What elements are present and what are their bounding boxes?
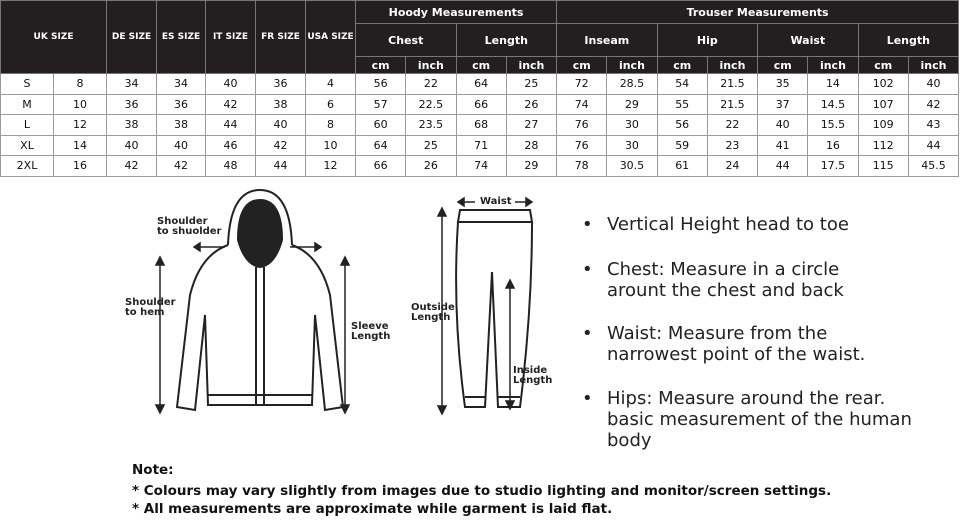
bullet-chest: • Chest: Measure in a circle arount the chest and back: [582, 259, 882, 301]
table-cell: 29: [607, 94, 657, 115]
table-cell: 17.5: [808, 156, 858, 177]
table-cell: 44: [206, 115, 256, 136]
table-cell: 68: [456, 115, 506, 136]
note-line-measurements: * All measurements are approximate while garment is laid flat.: [132, 501, 613, 517]
table-cell: 30.5: [607, 156, 657, 177]
table-cell: 57: [356, 94, 406, 115]
table-cell: 36: [157, 94, 206, 115]
table-cell: 14: [54, 135, 107, 156]
table-cell: 4: [306, 74, 356, 95]
bullet-waist: • Waist: Measure from the narrowest point of the waist.: [582, 323, 892, 365]
table-cell: 59: [657, 135, 707, 156]
table-cell: 60: [356, 115, 406, 136]
table-cell: 14.5: [808, 94, 858, 115]
table-cell: 107: [858, 94, 908, 115]
table-row: [1, 135, 959, 156]
table-cell: 42: [157, 156, 206, 177]
table-cell: 16: [54, 156, 107, 177]
header-unit-cm: cm: [557, 57, 607, 74]
header-group: Hip: [657, 24, 758, 57]
table-cell: 34: [107, 74, 157, 95]
label-outside-length: Outside Length: [411, 302, 455, 323]
header-unit-cm: cm: [758, 57, 808, 74]
table-cell: 40: [206, 74, 256, 95]
label-shoulder-to-hem: Shoulder to hem: [125, 297, 176, 318]
table-cell: 23.5: [406, 115, 456, 136]
header-hoody: Hoody Measurements: [356, 1, 557, 24]
table-cell: 42: [256, 135, 306, 156]
table-cell: 22.5: [406, 94, 456, 115]
table-cell: 12: [306, 156, 356, 177]
table-cell: 112: [858, 135, 908, 156]
table-cell: 64: [456, 74, 506, 95]
table-cell: 40: [908, 74, 958, 95]
table-cell: 40: [157, 135, 206, 156]
table-cell: 10: [54, 94, 107, 115]
table-cell: 41: [758, 135, 808, 156]
table-cell: 8: [306, 115, 356, 136]
table-cell: 44: [256, 156, 306, 177]
note-line-colours: * Colours may vary slightly from images due to studio lighting and monitor/screen settings.: [132, 483, 832, 499]
table-cell: 21.5: [707, 74, 757, 95]
table-cell: 44: [908, 135, 958, 156]
header-unit-cm: cm: [456, 57, 506, 74]
table-cell: 28.5: [607, 74, 657, 95]
table-cell: 38: [157, 115, 206, 136]
table-cell: 64: [356, 135, 406, 156]
label-shoulder-to-shoulder: Shoulder to shuolder: [157, 216, 222, 237]
table-cell: 66: [356, 156, 406, 177]
header-group: Waist: [758, 24, 859, 57]
table-cell: 27: [506, 115, 556, 136]
table-cell: 36: [256, 74, 306, 95]
header-group: Chest: [356, 24, 457, 57]
table-cell: 16: [808, 135, 858, 156]
table-cell: 35: [758, 74, 808, 95]
header-uk-size: UK SIZE: [1, 1, 107, 74]
table-cell: 66: [456, 94, 506, 115]
table-cell: 71: [456, 135, 506, 156]
table-cell: 26: [506, 94, 556, 115]
table-cell: 28: [506, 135, 556, 156]
table-cell: 30: [607, 135, 657, 156]
header-unit-inch: inch: [908, 57, 958, 74]
table-cell: 76: [557, 135, 607, 156]
table-cell: 22: [707, 115, 757, 136]
table-cell: 38: [107, 115, 157, 136]
table-cell: 10: [306, 135, 356, 156]
table-cell: 25: [406, 135, 456, 156]
table-cell: M: [1, 94, 54, 115]
table-cell: 40: [256, 115, 306, 136]
bullet-height: • Vertical Height head to toe: [582, 214, 952, 235]
table-cell: 26: [406, 156, 456, 177]
table-cell: XL: [1, 135, 54, 156]
header-fr-size: FR SIZE: [256, 1, 306, 74]
table-cell: 74: [557, 94, 607, 115]
table-row: [1, 115, 959, 136]
label-sleeve-length: Sleeve Length: [351, 321, 391, 342]
table-cell: 56: [356, 74, 406, 95]
size-chart-table: [0, 0, 959, 177]
header-unit-inch: inch: [707, 57, 757, 74]
table-row: [1, 94, 959, 115]
header-unit-cm: cm: [356, 57, 406, 74]
header-usa-size: USA SIZE: [306, 1, 356, 74]
header-de-size: DE SIZE: [107, 1, 157, 74]
label-waist: Waist: [480, 196, 512, 207]
table-cell: S: [1, 74, 54, 95]
table-cell: 37: [758, 94, 808, 115]
table-cell: 12: [54, 115, 107, 136]
header-group: Length: [456, 24, 557, 57]
table-cell: 6: [306, 94, 356, 115]
table-cell: 25: [506, 74, 556, 95]
header-group: Length: [858, 24, 959, 57]
table-cell: 56: [657, 115, 707, 136]
table-cell: 40: [758, 115, 808, 136]
label-inside-length: Inside Length: [513, 365, 553, 386]
table-cell: 15.5: [808, 115, 858, 136]
header-unit-inch: inch: [607, 57, 657, 74]
table-cell: 78: [557, 156, 607, 177]
table-cell: 42: [107, 156, 157, 177]
table-cell: 38: [256, 94, 306, 115]
table-row: [1, 156, 959, 177]
header-unit-cm: cm: [657, 57, 707, 74]
table-cell: 102: [858, 74, 908, 95]
table-cell: 22: [406, 74, 456, 95]
table-row: [1, 74, 959, 95]
table-cell: 74: [456, 156, 506, 177]
table-cell: 34: [157, 74, 206, 95]
header-unit-inch: inch: [506, 57, 556, 74]
table-cell: 55: [657, 94, 707, 115]
table-cell: L: [1, 115, 54, 136]
table-cell: 61: [657, 156, 707, 177]
header-it-size: IT SIZE: [206, 1, 256, 74]
note-title: Note:: [132, 462, 174, 478]
table-cell: 8: [54, 74, 107, 95]
table-cell: 29: [506, 156, 556, 177]
header-group: Inseam: [557, 24, 658, 57]
table-cell: 43: [908, 115, 958, 136]
table-cell: 115: [858, 156, 908, 177]
table-cell: 21.5: [707, 94, 757, 115]
table-cell: 46: [206, 135, 256, 156]
table-cell: 36: [107, 94, 157, 115]
table-cell: 2XL: [1, 156, 54, 177]
header-unit-cm: cm: [858, 57, 908, 74]
table-cell: 40: [107, 135, 157, 156]
table-cell: 48: [206, 156, 256, 177]
table-cell: 14: [808, 74, 858, 95]
header-unit-inch: inch: [808, 57, 858, 74]
header-es-size: ES SIZE: [157, 1, 206, 74]
table-cell: 42: [206, 94, 256, 115]
table-cell: 109: [858, 115, 908, 136]
bullet-hips: • Hips: Measure around the rear. basic measurement of the human body: [582, 388, 927, 451]
table-cell: 44: [758, 156, 808, 177]
table-cell: 54: [657, 74, 707, 95]
table-cell: 42: [908, 94, 958, 115]
header-unit-inch: inch: [406, 57, 456, 74]
table-cell: 24: [707, 156, 757, 177]
table-cell: 45.5: [908, 156, 958, 177]
table-cell: 30: [607, 115, 657, 136]
table-cell: 76: [557, 115, 607, 136]
table-cell: 23: [707, 135, 757, 156]
table-cell: 72: [557, 74, 607, 95]
header-trouser: Trouser Measurements: [557, 1, 959, 24]
